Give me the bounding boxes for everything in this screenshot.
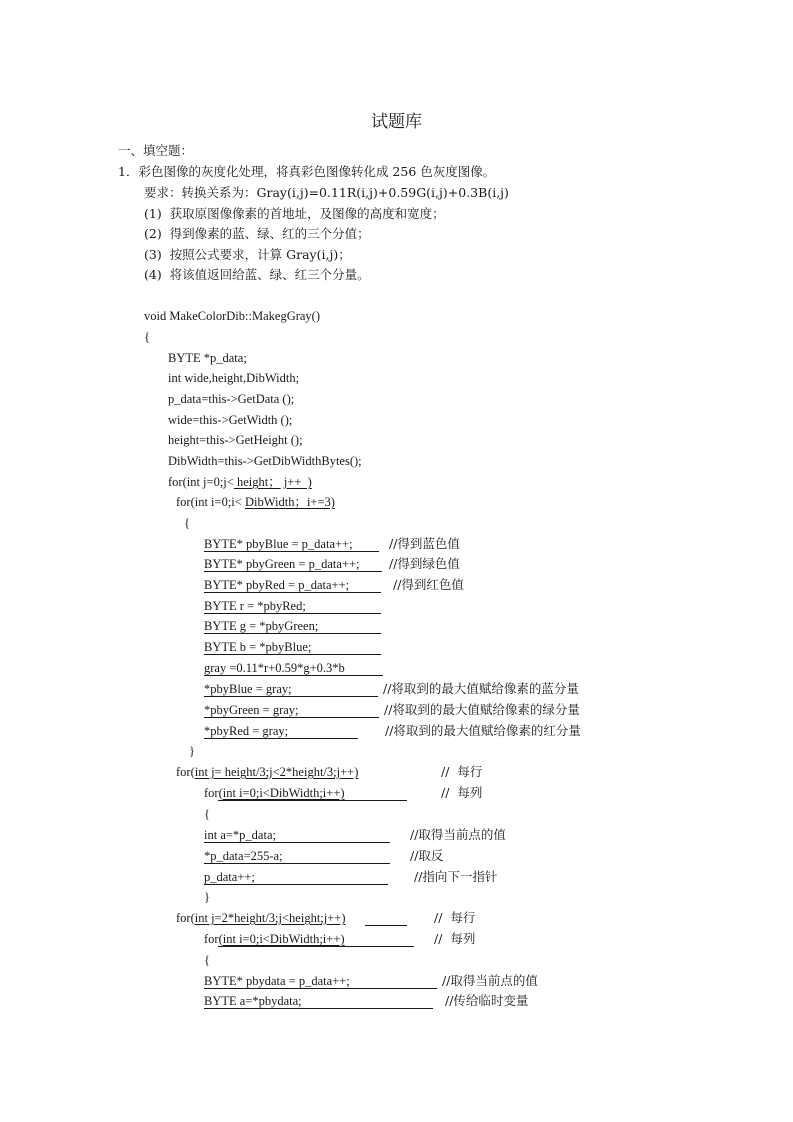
code-comment: // 每列 [434,931,476,946]
blank-answer: BYTE* pbydata = p_data++; [204,974,350,988]
code-comment: // 每行 [434,910,476,925]
blank-answer: BYTE a=*pbydata; [204,994,302,1008]
code-text: for( [176,911,195,925]
blank-line [204,551,379,552]
blank-answer: DibWidth； [244,495,307,509]
blank-answer: int j= height/3;j<2*height/3;j++) [194,765,359,779]
code-text: for( [176,765,195,779]
blank-line [218,800,407,801]
requirement-text: 要求：转换关系为：Gray(i,j)=0.11R(i,j)+0.59G(i,j)+0.3B(i,j) [144,185,509,200]
code-line: p_data=this->GetData (); [168,392,295,406]
code-brace-open: { [204,807,210,821]
code-brace-close: } [204,890,210,904]
code-comment: //将取到的最大值赋给像素的红分量 [385,723,581,738]
step-1: (1) 获取原图像像素的首地址，及图像的高度和宽度； [144,206,445,221]
blank-line [365,925,407,926]
code-brace-open: { [184,516,190,530]
code-comment: //得到蓝色值 [389,536,460,551]
step-3: (3) 按照公式要求，计算 Gray(i,j)； [144,247,351,262]
code-outer-for [168,474,312,490]
code-for-cols [204,931,345,947]
code-function-signature: void MakeColorDib::MakegGray() [144,309,321,323]
blank-answer: *pbyGreen = gray; [204,703,299,717]
question-text: 1．彩色图像的灰度化处理，将真彩色图像转化成 256 色灰度图像。 [118,164,496,179]
code-text: ) [301,475,312,489]
blank-answer: i+=3) [306,495,335,509]
code-comment: //得到绿色值 [389,556,460,571]
blank-line [204,717,379,718]
code-text: for(int j=0;j< [168,475,234,489]
blank-answer: *pbyRed = gray; [204,724,289,738]
code-line: BYTE *p_data; [168,351,247,365]
code-comment: // 每行 [441,764,483,779]
blank-answer: BYTE* pbyRed = p_data++; [204,578,350,592]
blank-answer: height； [233,475,281,489]
code-for-cols [204,785,345,801]
code-text: for(int i=0;i< [176,495,245,509]
blank-line [204,696,378,697]
code-comment: //传给临时变量 [445,993,529,1008]
code-for-rows [176,764,358,780]
blank-line [204,654,381,655]
code-comment: //取得当前点的值 [410,827,506,842]
step-4: (4) 将该值返回给蓝、绿、红三个分量。 [144,267,370,282]
blank-line [204,1008,433,1009]
code-inner-for [176,494,335,510]
blank-answer: BYTE b = *pbyBlue; [204,640,312,654]
blank-line [204,633,381,634]
code-for-rows [176,910,346,926]
blank-line [204,842,390,843]
code-comment: //得到红色值 [393,577,464,592]
blank-answer: BYTE g = *pbyGreen; [204,619,319,633]
code-comment: //将取到的最大值赋给像素的绿分量 [384,702,580,717]
code-brace-open: { [204,953,210,967]
code-brace-close: } [189,744,195,758]
code-line: height=this->GetHeight (); [168,433,303,447]
code-line: wide=this->GetWidth (); [168,413,293,427]
blank-line [204,738,358,739]
blank-answer: BYTE* pbyBlue = p_data++; [204,537,353,551]
step-2: (2) 得到像素的蓝、绿、红的三个分值； [144,226,370,241]
blank-answer: j++ [283,475,302,489]
blank-line [204,863,390,864]
blank-line [204,988,437,989]
blank-answer: *p_data=255-a; [204,849,283,863]
code-comment: //将取到的最大值赋给像素的蓝分量 [383,681,579,696]
blank-line [204,592,381,593]
blank-answer: p_data++; [204,870,255,884]
blank-answer: BYTE* pbyGreen = p_data++; [204,557,360,571]
blank-answer: int i=0;i<DibWidth;i++) [222,932,345,946]
blank-answer: *pbyBlue = gray; [204,682,292,696]
page-title: 试题库 [371,112,422,132]
blank-line [204,613,381,614]
blank-answer: gray =0.11*r+0.59*g+0.3*b [204,661,345,675]
blank-line [218,946,414,947]
code-comment: // 每列 [441,785,483,800]
section-heading: 一、填空题： [118,143,194,158]
code-line: int wide,height,DibWidth; [168,371,300,385]
code-comment: //取反 [410,848,444,863]
blank-answer: BYTE r = *pbyRed; [204,599,306,613]
code-comment: //取得当前点的值 [442,973,538,988]
blank-answer: int j=2*height/3;j<height;j++) [194,911,346,925]
code-text: for( [204,932,223,946]
blank-line [204,884,388,885]
code-line: DibWidth=this->GetDibWidthBytes(); [168,454,362,468]
blank-answer: int i=0;i<DibWidth;i++) [222,786,345,800]
code-brace-open: { [144,330,150,344]
code-text: for( [204,786,223,800]
blank-answer: int a=*p_data; [204,828,276,842]
code-comment: //指向下一指针 [414,869,498,884]
blank-line [204,675,383,676]
blank-line [204,571,382,572]
